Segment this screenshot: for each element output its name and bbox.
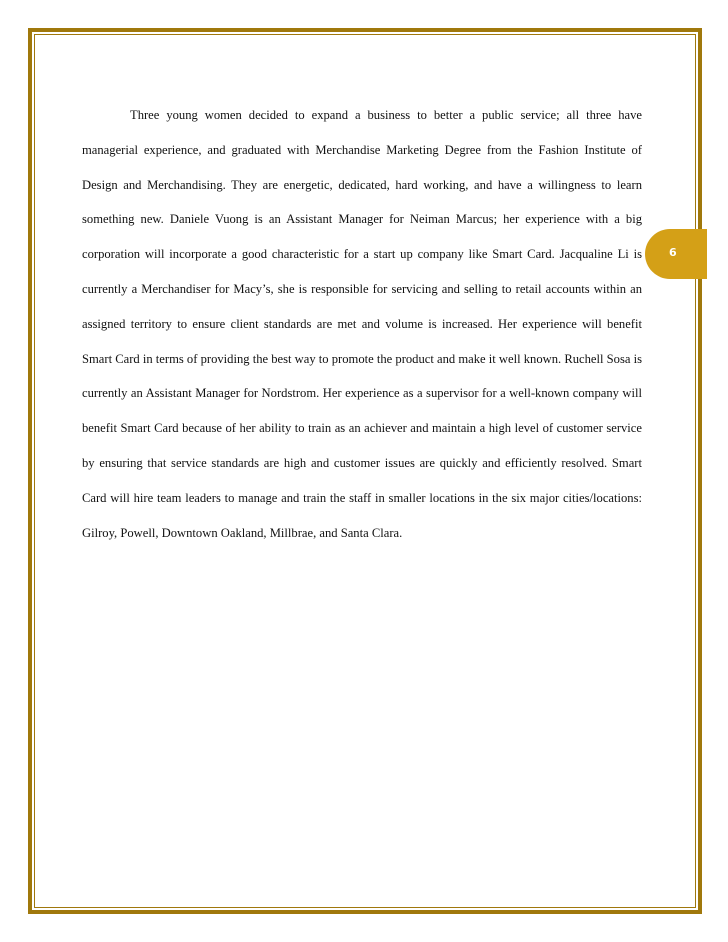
body-paragraph xyxy=(82,98,642,550)
page-number: 6 xyxy=(669,246,677,259)
body-paragraph-text: Three young women decided to expand a business to better a public service; all three have managerial experience, and graduated with Merchandise Marketing Degree from the Fashion Institute of Design and Merchandising. They are energetic, dedicated, hard working, and have a willingness to learn something new. Daniele Vuong is an Assistant Manager for Neiman Marcus; her experience with a big corporation will incorporate a good characteristic for a start up company like Smart Card. Jacqualine Li is currently a Merchandiser for Macy’s, she is responsible for servicing and selling to retail accounts within an assigned territory to ensure client standards are met and volume is increased. Her experience will benefit Smart Card in terms of providing the best way to promote the product and make it well known. Ruchell Sosa is currently an Assistant Manager for Nordstrom. Her experience as a supervisor for a well-known company will benefit Smart Card because of her ability to train as an achiever and maintain a high level of customer service by ensuring that service standards are high and customer issues are quickly and efficiently resolved. Smart Card will hire team leaders to manage and train the staff in smaller locations in the six major cities/locations: Gilroy, Powell, Downtown Oakland, Millbrae, and Santa Clara. xyxy=(82,108,642,540)
